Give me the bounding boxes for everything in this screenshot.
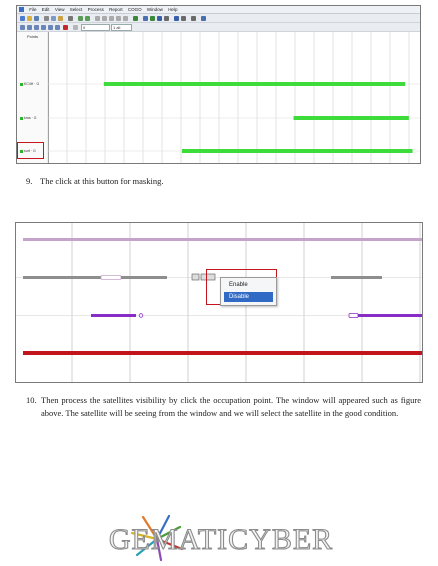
settings-icon[interactable] <box>181 16 186 21</box>
process-icon[interactable] <box>133 16 138 21</box>
satellite-track[interactable] <box>23 238 422 241</box>
help-icon[interactable] <box>201 16 206 21</box>
step-text: The click at this button for masking. <box>40 176 164 186</box>
copy-icon[interactable] <box>51 16 56 21</box>
satellite-icon[interactable] <box>157 16 162 21</box>
satellite-track[interactable] <box>23 351 422 355</box>
satellite-name: surf · G <box>24 149 36 153</box>
satellite-name: kma · G <box>24 116 37 120</box>
satellite-track[interactable] <box>121 276 167 279</box>
satellite-track[interactable] <box>23 276 101 279</box>
arrow-icon[interactable] <box>55 25 60 30</box>
satellite-bars <box>104 82 413 153</box>
pan-icon[interactable] <box>116 16 121 21</box>
satellite-filter-combo[interactable]: 1 all <box>111 24 132 31</box>
arrow-icon[interactable] <box>20 25 25 30</box>
menu-file[interactable]: File <box>29 7 37 12</box>
list-icon[interactable] <box>73 25 78 30</box>
save-icon[interactable] <box>34 16 39 21</box>
arrow-icon[interactable] <box>27 25 32 30</box>
report-icon[interactable] <box>164 16 169 21</box>
disable-menu-item[interactable]: Disable <box>224 292 273 302</box>
panel-header: Points <box>26 34 39 39</box>
step-number: 10. <box>26 395 37 405</box>
satellite-track[interactable] <box>331 276 382 279</box>
context-menu <box>220 277 277 306</box>
check-icon[interactable] <box>150 16 155 21</box>
logo-text: GEMATICYBER <box>108 523 334 556</box>
menu-process[interactable]: Process <box>87 7 104 12</box>
satellite-timeline <box>17 32 420 163</box>
zoom-out-icon[interactable] <box>102 16 107 21</box>
zoom-in-icon[interactable] <box>95 16 100 21</box>
options-icon[interactable] <box>191 16 196 21</box>
menu-cogo[interactable]: COGO <box>127 7 142 12</box>
download-icon[interactable] <box>174 16 179 21</box>
menu-select[interactable]: Select <box>69 7 83 12</box>
satellite-visibility-bar[interactable] <box>294 116 409 120</box>
cut-icon[interactable] <box>44 16 49 21</box>
satellite-visibility-bar[interactable] <box>104 82 405 86</box>
close-icon[interactable] <box>63 25 68 30</box>
geomaticyber-logo <box>85 513 357 561</box>
enable-menu-item[interactable]: Enable <box>229 282 248 288</box>
step-text: Then process the satellites visibility by click the occupation point. The window will appeared such as figure above. The satellite will be seeing from the window and we will select the satellite in the good condition. <box>41 395 421 418</box>
masked-segment[interactable] <box>101 276 121 280</box>
menu-bar <box>17 6 420 14</box>
satellite-visibility-bar[interactable] <box>182 149 413 153</box>
step-10-caption <box>26 394 421 419</box>
satellite-track[interactable] <box>358 314 422 317</box>
redo-icon[interactable] <box>85 16 90 21</box>
timeline-grid <box>48 32 420 163</box>
track-endpoint[interactable] <box>139 314 143 318</box>
zoom-extent-icon[interactable] <box>109 16 114 21</box>
arrow-icon[interactable] <box>41 25 46 30</box>
disable-satellite-screenshot <box>15 222 423 383</box>
print-icon[interactable] <box>68 16 73 21</box>
undo-icon[interactable] <box>78 16 83 21</box>
main-toolbar <box>17 14 420 23</box>
masked-segment[interactable] <box>349 314 358 318</box>
menu-view[interactable]: View <box>54 7 65 12</box>
arrow-icon[interactable] <box>34 25 39 30</box>
segment-toggle-icon[interactable] <box>192 274 199 280</box>
arrow-icon[interactable] <box>48 25 53 30</box>
masking-screenshot <box>16 5 421 164</box>
menu-window[interactable]: Window <box>146 7 163 12</box>
step-9-caption <box>26 175 163 188</box>
grid-icon[interactable] <box>143 16 148 21</box>
menu-report[interactable]: Report <box>109 7 123 12</box>
menu-edit[interactable]: Edit <box>41 7 50 12</box>
paste-icon[interactable] <box>58 16 63 21</box>
select-icon[interactable] <box>123 16 128 21</box>
app-icon <box>19 7 24 12</box>
step-number: 9. <box>26 176 33 186</box>
satellite-name: KC4H · G <box>24 82 40 86</box>
menu-help[interactable]: Help <box>168 7 178 12</box>
elevation-combo[interactable]: 0 <box>81 24 110 31</box>
satellite-track[interactable] <box>91 314 136 317</box>
time-toolbar <box>17 23 420 32</box>
new-file-icon[interactable] <box>20 16 25 21</box>
open-folder-icon[interactable] <box>27 16 32 21</box>
timeline-canvas <box>17 32 420 163</box>
